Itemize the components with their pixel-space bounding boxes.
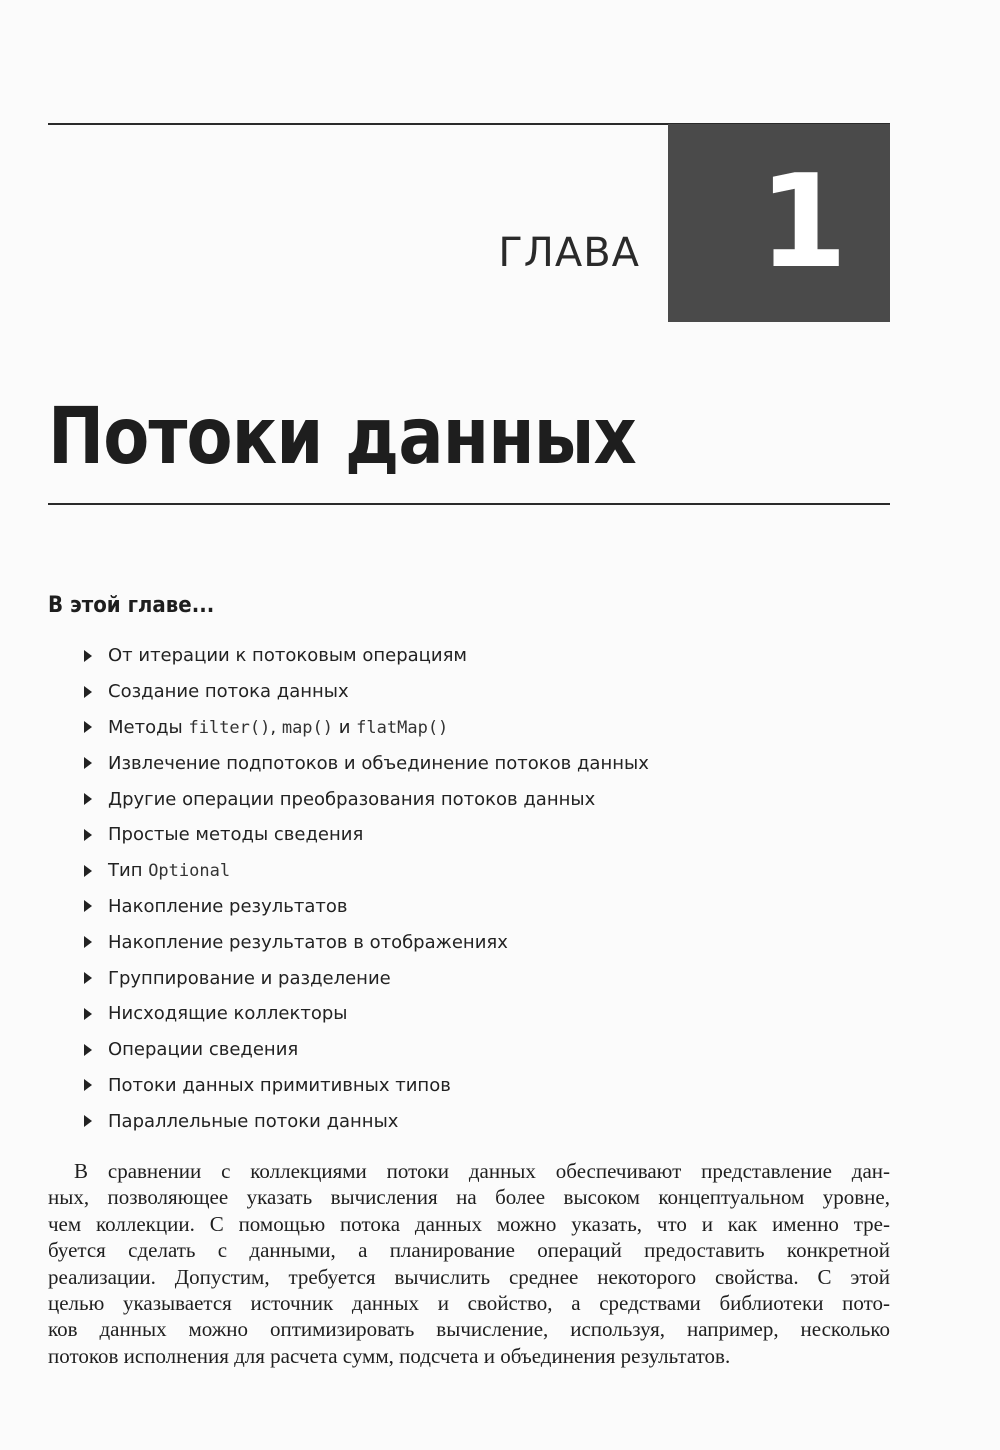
chapter-title: Потоки данных	[48, 392, 636, 482]
paragraph-line: ных, позволяющее указать вычисления на более высоком концептуальном уровне,	[48, 1185, 890, 1210]
intro-paragraph	[48, 1158, 890, 1369]
contents-item	[84, 889, 649, 925]
contents-item	[84, 710, 649, 746]
triangle-bullet-icon	[84, 1008, 92, 1020]
contents-item-text: Группирование и разделение	[108, 967, 391, 989]
triangle-bullet-icon	[84, 1115, 92, 1127]
chapter-number-box	[668, 124, 890, 322]
code-identifier: map()	[281, 717, 334, 738]
contents-item	[84, 996, 649, 1032]
triangle-bullet-icon	[84, 829, 92, 841]
contents-item	[84, 1032, 649, 1068]
contents-item-text: Параллельные потоки данных	[108, 1110, 399, 1132]
triangle-bullet-icon	[84, 757, 92, 769]
triangle-bullet-icon	[84, 686, 92, 698]
section-heading: В этой главе...	[48, 593, 215, 618]
paragraph-line: ков данных можно оптимизировать вычисление, используя, например, несколько	[48, 1317, 890, 1342]
triangle-bullet-icon	[84, 721, 92, 733]
chapter-label: ГЛАВА	[498, 230, 640, 276]
contents-item	[84, 924, 649, 960]
contents-item	[84, 853, 649, 889]
contents-item	[84, 781, 649, 817]
title-rule	[48, 503, 890, 505]
contents-item	[84, 638, 649, 674]
contents-item-fragment: Методы	[108, 716, 189, 738]
contents-item-text	[108, 717, 448, 738]
contents-item-text: Извлечение подпотоков и объединение потоков данных	[108, 752, 649, 774]
paragraph-line: чем коллекции. С помощью потока данных можно указать, что и как именно тре-	[48, 1211, 890, 1236]
contents-item-fragment: ,	[270, 716, 282, 738]
paragraph-line: потоков исполнения для расчета сумм, подсчета и объединения результатов.	[48, 1343, 731, 1368]
triangle-bullet-icon	[84, 936, 92, 948]
contents-item-text: Простые методы сведения	[108, 824, 364, 846]
contents-item	[84, 960, 649, 996]
code-identifier: filter()	[188, 717, 271, 738]
code-identifier: Optional	[148, 861, 231, 882]
paragraph-line: целью указывается источник данных и свойство, а средствами библиотеки пото-	[48, 1291, 890, 1316]
paragraph-line: буется сделать с данными, а планирование операций предоставить конкретной	[48, 1238, 890, 1263]
contents-item	[84, 817, 649, 853]
contents-item-fragment: Тип	[108, 860, 149, 882]
triangle-bullet-icon	[84, 865, 92, 877]
triangle-bullet-icon	[84, 900, 92, 912]
contents-item	[84, 745, 649, 781]
contents-item-text: Создание потока данных	[108, 681, 349, 703]
contents-item-text: Накопление результатов в отображениях	[108, 931, 508, 953]
chapter-contents-list	[84, 638, 649, 1139]
contents-item-text: От итерации к потоковым операциям	[108, 645, 468, 667]
contents-item-text: Другие операции преобразования потоков данных	[108, 788, 596, 810]
contents-item	[84, 1103, 649, 1139]
contents-item	[84, 1068, 649, 1104]
contents-item-text: Нисходящие коллекторы	[108, 1003, 348, 1025]
contents-item-fragment: и	[333, 716, 357, 738]
paragraph-line: реализации. Допустим, требуется вычислить среднее некоторого свойства. С этой	[48, 1264, 890, 1289]
triangle-bullet-icon	[84, 650, 92, 662]
triangle-bullet-icon	[84, 972, 92, 984]
contents-item-text: Накопление результатов	[108, 895, 348, 917]
code-identifier: flatMap()	[356, 717, 449, 738]
contents-item-text	[108, 860, 230, 881]
contents-item-text: Операции сведения	[108, 1039, 299, 1061]
contents-item-text: Потоки данных примитивных типов	[108, 1074, 451, 1096]
triangle-bullet-icon	[84, 793, 92, 805]
paragraph-line: В сравнении с коллекциями потоки данных обеспечивают представление дан-	[74, 1159, 890, 1183]
triangle-bullet-icon	[84, 1044, 92, 1056]
triangle-bullet-icon	[84, 1079, 92, 1091]
chapter-number: 1	[758, 148, 844, 297]
contents-item	[84, 674, 649, 710]
